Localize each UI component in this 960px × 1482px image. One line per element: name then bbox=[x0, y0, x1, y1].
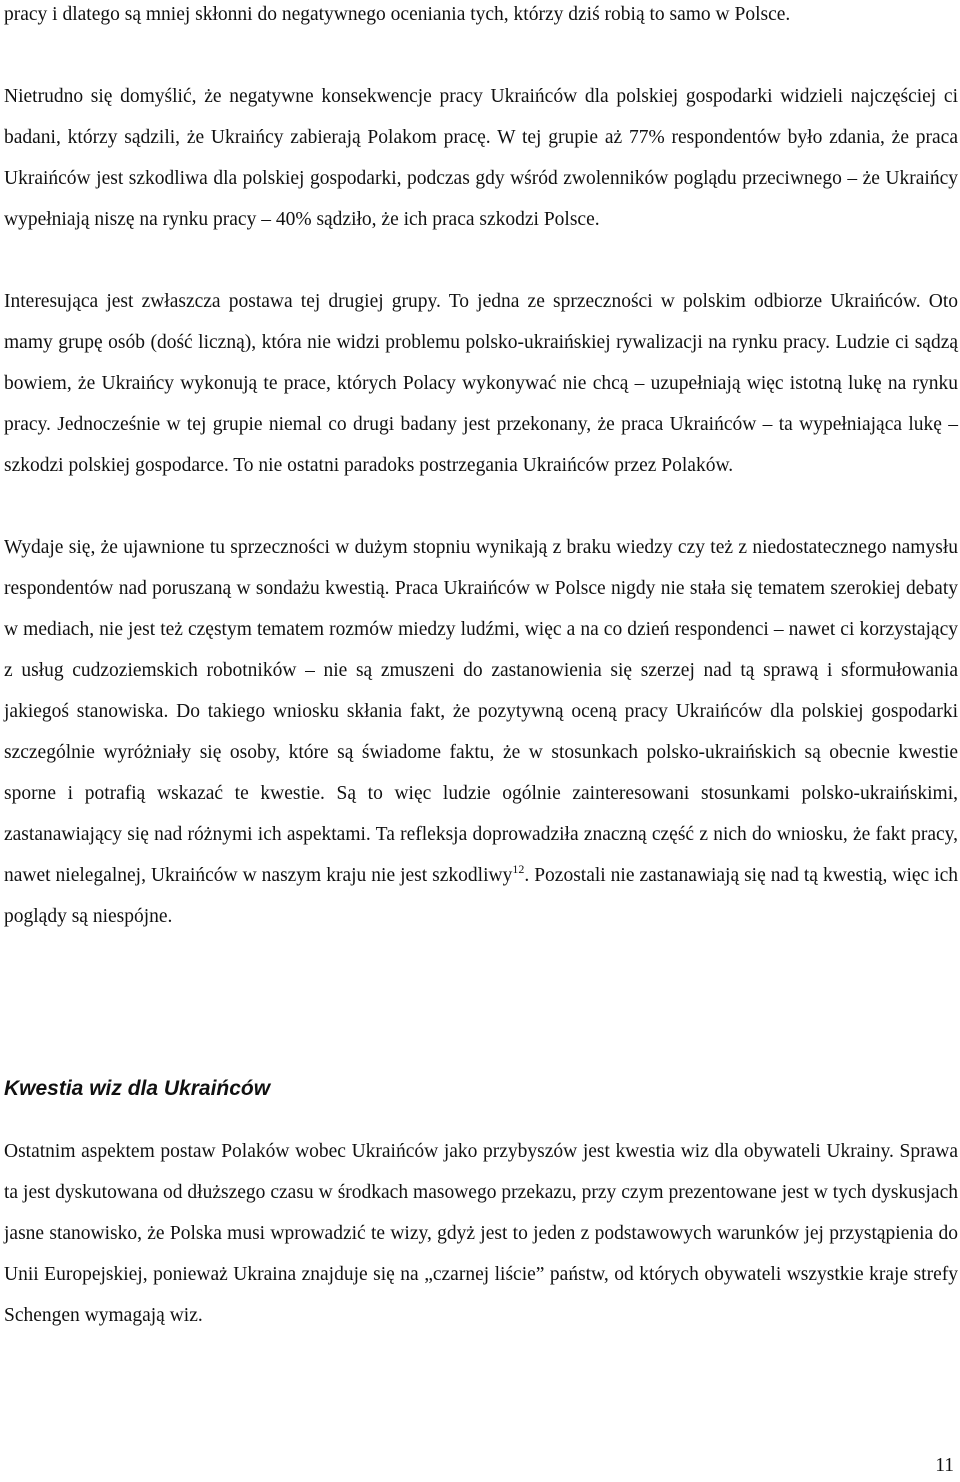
paragraph-text-after-footnote: . Pozostali nie zastanawiają się nad tą kwestią, więc ich poglądy są niespójne. bbox=[4, 865, 959, 927]
paragraph-negative-consequences: Nietrudno się domyślić, że negatywne konsekwencje pracy Ukraińców dla polskiej gospodarki widzieli najczęściej ci badani, którzy sądzili, że Ukraińcy zabierają Polakom pracę. W tej grupie aż 77% respondentów było zdania, że praca Ukraińców jest szkodliwa dla polskiej gospodarki, podczas gdy wśród zwolenników poglądu przeciwnego – że Ukraińcy wypełniają niszę na rynku pracy – 40% sądziło, że ich praca szkodzi Polsce. bbox=[4, 86, 958, 230]
paragraph-lack-of-knowledge bbox=[4, 527, 958, 937]
page-number: 11 bbox=[935, 1455, 954, 1476]
paragraph-text-before-footnote: Wydaje się, że ujawnione tu sprzeczności w dużym stopniu wynikają z braku wiedzy czy też z niedostatecznego namysłu respondentów nad poruszaną w sondażu kwestią. Praca Ukraińców w Polsce nigdy nie stała się tematem szerokiej debaty w mediach, nie jest też częstym tematem rozmów miedzy ludźmi, więc a na co dzień respondenci – nawet ci korzystający z usług cudzoziemskich robotników – nie są zmuszeni do zastanowienia się szerzej nad tą sprawą i sformułowania jakiegoś stanowiska. Do takiego wniosku skłania fakt, że pozytywną oceną pracy Ukraińców dla polskiej gospodarki szczególnie wyróżniały się osoby, które są świadome faktu, że w stosunkach polsko-ukraińskich są obecnie kwestie sporne i potrafią wskazać te kwestie. Są to więc ludzie ogólnie zainteresowani stosunkami polsko-ukraińskimi, zastanawiający się nad różnymi ich aspektami. Ta refleksja doprowadziła znaczną część z nich do wniosku, że fakt pracy, nawet nielegalnej, Ukraińców w naszym kraju nie jest szkodliwy bbox=[4, 537, 958, 886]
paragraph-contradiction: Interesująca jest zwłaszcza postawa tej drugiej grupy. To jedna ze sprzeczności w polskim odbiorze Ukraińców. Oto mamy grupę osób (dość liczną), która nie widzi problemu polsko-ukraińskiej rywalizacji na rynku pracy. Ludzie ci sądzą bowiem, że Ukraińcy wykonują te prace, których Polacy wykonywać nie chcą – uzupełniają więc istotną lukę na rynku pracy. Jednocześnie w tej grupie niemal co drugi badany jest przekonany, że praca Ukraińców – ta wypełniająca lukę – szkodzi polskiej gospodarce. To nie ostatni paradoks postrzegania Ukraińców przez Polaków. bbox=[4, 291, 958, 476]
paragraph-continuation: pracy i dlatego są mniej skłonni do negatywnego oceniania tych, którzy dziś robią to samo w Polsce. bbox=[4, 4, 791, 25]
section-heading: Kwestia wiz dla Ukraińców bbox=[4, 1077, 271, 1100]
footnote-reference[interactable]: 12 bbox=[512, 862, 525, 876]
paragraph-visa-issue: Ostatnim aspektem postaw Polaków wobec Ukraińców jako przybyszów jest kwestia wiz dla obywateli Ukrainy. Sprawa ta jest dyskutowana od dłuższego czasu w środkach masowego przekazu, przy czym prezentowane jest w tych dyskusjach jasne stanowisko, że Polska musi wprowadzić te wizy, gdyż jest to jeden z podstawowych warunków jej przystąpienia do Unii Europejskiej, ponieważ Ukraina znajduje się na „czarnej liście” państw, od których obywateli wszystkie kraje strefy Schengen wymagają wiz. bbox=[4, 1141, 958, 1326]
